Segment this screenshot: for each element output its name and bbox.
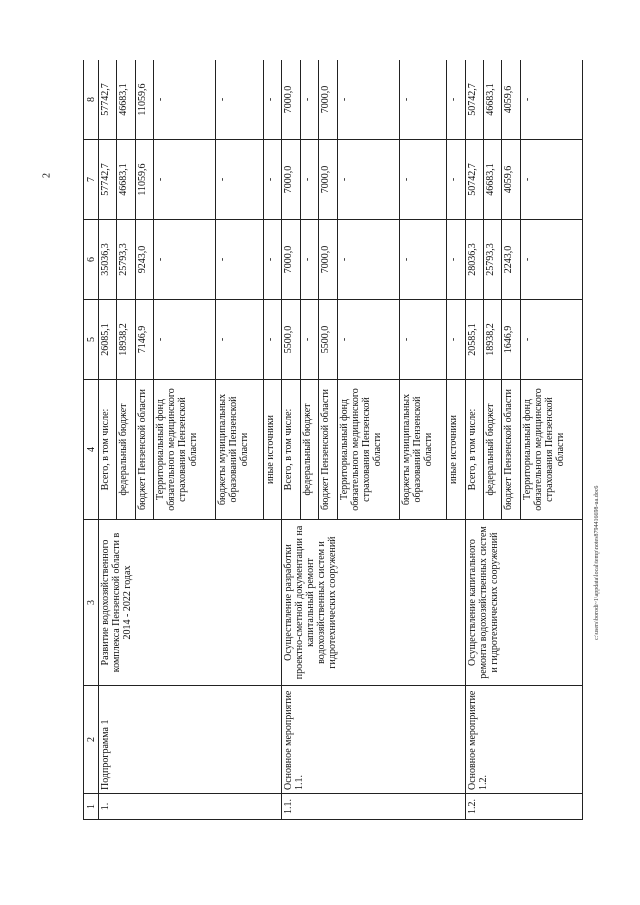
value-col8: 57742,7: [99, 60, 117, 140]
value-col7: 7000,0: [319, 140, 337, 220]
value-col6: 35036,3: [99, 220, 117, 300]
value-col8: 46683,1: [483, 60, 501, 140]
value-col6: -: [154, 220, 216, 300]
table-container: [83, 60, 583, 820]
rotated-table-frame: [83, 60, 583, 820]
value-col8: 7000,0: [282, 60, 300, 140]
value-col8: -: [216, 60, 263, 140]
value-col7: 50742,7: [465, 140, 483, 220]
row-name: Развитие водохозяйственного комплекса Пензенской области в 2014 - 2022 годах: [99, 520, 282, 686]
value-col5: -: [154, 300, 216, 380]
row-type: Основное мероприятие 1.2.: [465, 686, 583, 794]
column-header-row: [84, 60, 99, 820]
value-col6: -: [447, 220, 465, 300]
funding-source: Всего, в том числе:: [282, 380, 300, 520]
value-col6: 25793,3: [483, 220, 501, 300]
value-col5: -: [399, 300, 446, 380]
value-col6: -: [216, 220, 263, 300]
value-col6: -: [337, 220, 399, 300]
value-col6: 7000,0: [319, 220, 337, 300]
value-col7: 57742,7: [99, 140, 117, 220]
row-name: Осуществление капитального ремонта водохозяйственных систем и гидротехнических сооружений: [465, 520, 583, 686]
funding-source: Всего, в том числе:: [99, 380, 117, 520]
value-col7: -: [216, 140, 263, 220]
funding-source: бюджет Пензенской области: [502, 380, 520, 520]
value-col8: -: [154, 60, 216, 140]
value-col8: 50742,7: [465, 60, 483, 140]
funding-source: бюджет Пензенской области: [135, 380, 153, 520]
column-header: 5: [84, 300, 99, 380]
value-col7: -: [263, 140, 281, 220]
value-col7: -: [447, 140, 465, 220]
page-number: 2: [41, 173, 53, 178]
value-col8: -: [263, 60, 281, 140]
value-col7: 46683,1: [483, 140, 501, 220]
value-col5: 18938,2: [483, 300, 501, 380]
value-col6: -: [263, 220, 281, 300]
value-col7: -: [520, 140, 582, 220]
value-col5: -: [520, 300, 582, 380]
value-col5: -: [337, 300, 399, 380]
value-col5: 26085,1: [99, 300, 117, 380]
column-header: 6: [84, 220, 99, 300]
value-col6: -: [399, 220, 446, 300]
value-col6: 7000,0: [282, 220, 300, 300]
row-name: Осуществление разработки проектно-сметной документации на капитальный ремонт водохозяйственных систем и гидротехнических сооружений: [282, 520, 465, 686]
value-col5: 18938,2: [117, 300, 135, 380]
value-col5: 5500,0: [282, 300, 300, 380]
value-col6: -: [300, 220, 318, 300]
value-col8: -: [337, 60, 399, 140]
value-col5: 5500,0: [319, 300, 337, 380]
value-col5: 7146,9: [135, 300, 153, 380]
column-header: 7: [84, 140, 99, 220]
value-col8: -: [447, 60, 465, 140]
funding-source: Территориальный фонд обязательного медицинского страхования Пензенской области: [520, 380, 582, 520]
value-col5: 20585,1: [465, 300, 483, 380]
funding-source: Территориальный фонд обязательного медицинского страхования Пензенской области: [154, 380, 216, 520]
funding-source: Территориальный фонд обязательного медицинского страхования Пензенской области: [337, 380, 399, 520]
value-col6: 2243,0: [502, 220, 520, 300]
row-type: Подпрограмма 1: [99, 686, 282, 794]
value-col5: -: [216, 300, 263, 380]
funding-source: федеральный бюджет: [300, 380, 318, 520]
column-header: 2: [84, 686, 99, 794]
column-header: 1: [84, 794, 99, 820]
funding-source: бюджеты муниципальных образований Пензенской области: [216, 380, 263, 520]
value-col5: -: [447, 300, 465, 380]
column-header: 3: [84, 520, 99, 686]
column-header: 8: [84, 60, 99, 140]
value-col7: 46683,1: [117, 140, 135, 220]
value-col6: 25793,3: [117, 220, 135, 300]
table-row: [465, 60, 483, 820]
value-col8: -: [520, 60, 582, 140]
value-col7: -: [337, 140, 399, 220]
footer-file-path: c:\users\borodi~1\appdata\local\temp\notes8794416698-ua.doc6: [594, 485, 600, 640]
value-col8: -: [399, 60, 446, 140]
column-header: 4: [84, 380, 99, 520]
value-col8: 7000,0: [319, 60, 337, 140]
table-row: [99, 60, 117, 820]
value-col8: 46683,1: [117, 60, 135, 140]
row-type: Основное мероприятие 1.1.: [282, 686, 465, 794]
value-col7: 11059,6: [135, 140, 153, 220]
row-number: 1.1.: [282, 794, 465, 820]
value-col5: 1646,9: [502, 300, 520, 380]
value-col7: -: [154, 140, 216, 220]
value-col8: -: [300, 60, 318, 140]
table-row: [282, 60, 300, 820]
funding-source: бюджеты муниципальных образований Пензенской области: [399, 380, 446, 520]
value-col5: -: [300, 300, 318, 380]
row-number: 1.2.: [465, 794, 583, 820]
funding-source: федеральный бюджет: [117, 380, 135, 520]
funding-source: иные источники: [447, 380, 465, 520]
budget-table: [83, 60, 583, 820]
row-number: 1.: [99, 794, 282, 820]
value-col5: -: [263, 300, 281, 380]
value-col8: 11059,6: [135, 60, 153, 140]
value-col7: 7000,0: [282, 140, 300, 220]
funding-source: бюджет Пензенской области: [319, 380, 337, 520]
value-col7: -: [399, 140, 446, 220]
value-col6: -: [520, 220, 582, 300]
funding-source: федеральный бюджет: [483, 380, 501, 520]
value-col7: -: [300, 140, 318, 220]
value-col8: 4059,6: [502, 60, 520, 140]
value-col6: 9243,0: [135, 220, 153, 300]
value-col7: 4059,6: [502, 140, 520, 220]
value-col6: 28036,3: [465, 220, 483, 300]
funding-source: Всего, в том числе:: [465, 380, 483, 520]
funding-source: иные источники: [263, 380, 281, 520]
